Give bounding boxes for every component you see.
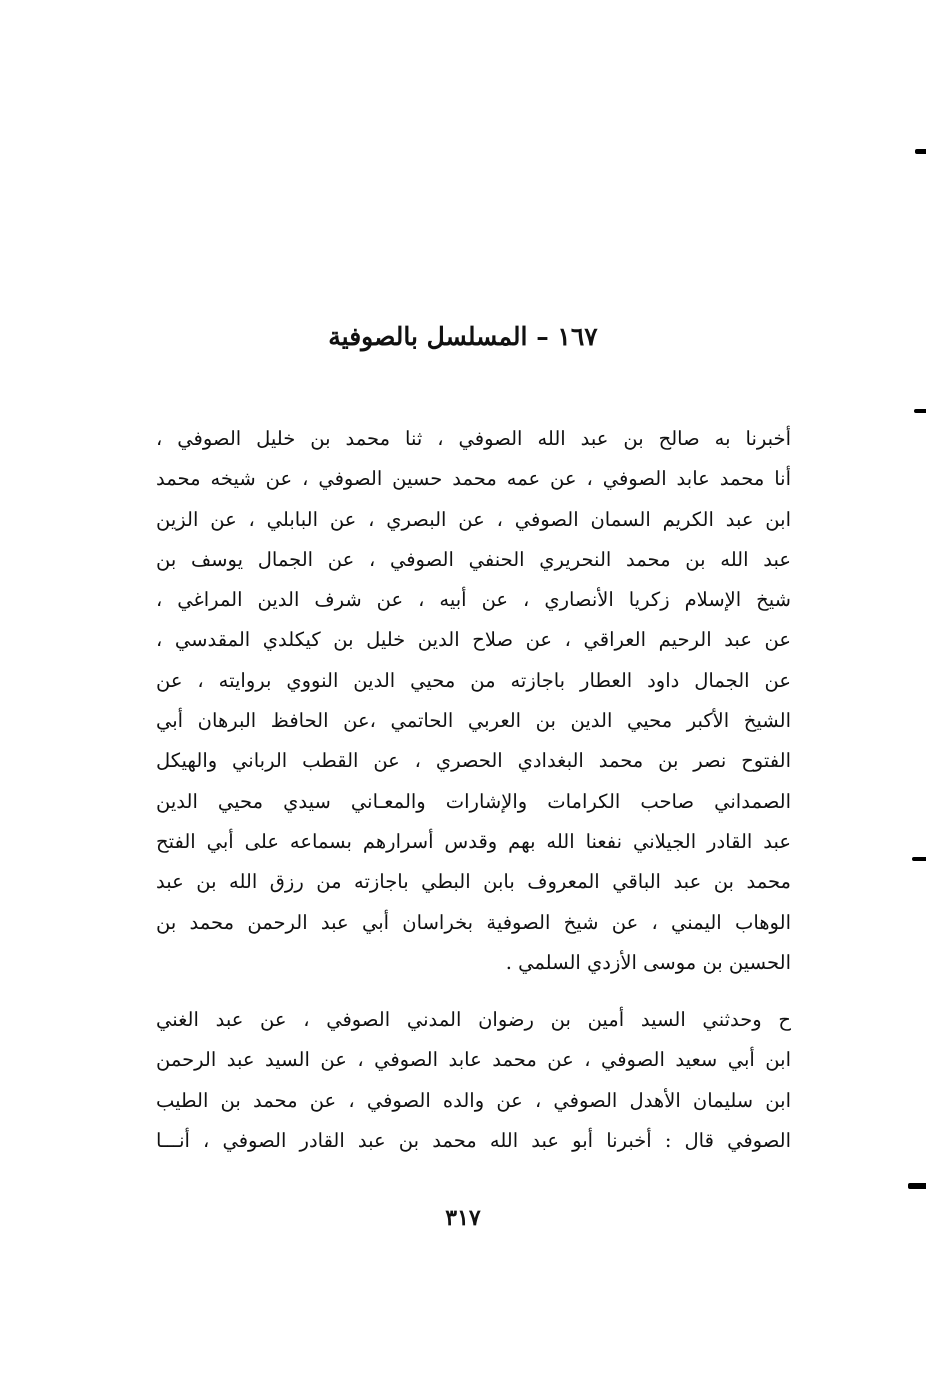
text-line: الصوفي قال : أخبرنا أبو عبد الله محمد بن عبد القادر الصوفي ، أنـــا — [156, 1128, 791, 1152]
text-line: عبد الله بن محمد النحريري الحنفي الصوفي ، عن الجمال يوسف بن — [156, 547, 791, 571]
text-line: عبد القادر الجيلاني نفعنا الله بهم وقدس أسرارهم بسماعه على أبي الفتح — [156, 829, 791, 853]
text-line: الشيخ الأكبر محيي الدين بن العربي الحاتمي ،عن الحافظ البرهان أبي — [156, 709, 791, 733]
paragraph-isnad-chain — [156, 419, 791, 983]
text-line: عن الجمال داود العطار باجازته من محيي الدين النووي بروايته ، عن — [156, 668, 791, 692]
text-line: ابن أبي سعيد الصوفي ، عن محمد عابد الصوفي ، عن السيد عبد الرحمن — [156, 1048, 791, 1072]
scan-edge-mark — [915, 149, 926, 154]
text-line: الحسين بن موسى الأزدي السلمي . — [505, 950, 791, 974]
scan-edge-mark — [914, 409, 926, 413]
section-title: ١٦٧ – المسلسل بالصوفية — [328, 322, 598, 351]
text-line: شيخ الإسلام زكريا الأنصاري ، عن أبيه ، عن شرف الدين المراغي ، — [156, 588, 791, 612]
page-number: ٣١٧ — [445, 1205, 481, 1231]
text-line: الفتوح نصر بن محمد البغدادي الحصري ، عن القطب الرباني والهيكل — [156, 749, 791, 773]
text-line: أخبرنا به صالح بن عبد الله الصوفي ، ثنا محمد بن خليل الصوفي ، — [156, 427, 791, 450]
text-line: ابن عبد الكريم السمان الصوفي ، عن البصري ، عن البابلي ، عن الزين — [156, 507, 791, 531]
text-line: ابن سليمان الأهدل الصوفي ، عن والده الصوفي ، عن محمد بن الطيب — [156, 1088, 791, 1112]
text-line: عن عبد الرحيم العراقي ، عن صلاح الدين خليل بن كيكلدي المقدسي ، — [156, 628, 791, 652]
paragraph-second-chain — [156, 1000, 791, 1161]
text-line: الصمداني صاحب الكرامات والإشارات والمعـاني سيدي محيي الدين — [156, 789, 791, 813]
text-line: ح وحدثني السيد أمين بن رضوان المدني الصوفي ، عن عبد الغني — [156, 1008, 791, 1031]
scan-edge-mark — [908, 1183, 926, 1189]
text-line: محمد بن عبد الباقي المعروف بابن البطي باجازته من رزق الله بن عبد — [156, 870, 791, 894]
scan-edge-mark — [912, 857, 926, 861]
text-line: الوهاب اليمني ، عن شيخ الصوفية بخراسان أبي عبد الرحمن محمد بن — [156, 910, 791, 934]
text-line: أنا محمد عابد الصوفي ، عن عمه محمد حسين الصوفي ، عن شيخه محمد — [156, 467, 791, 491]
